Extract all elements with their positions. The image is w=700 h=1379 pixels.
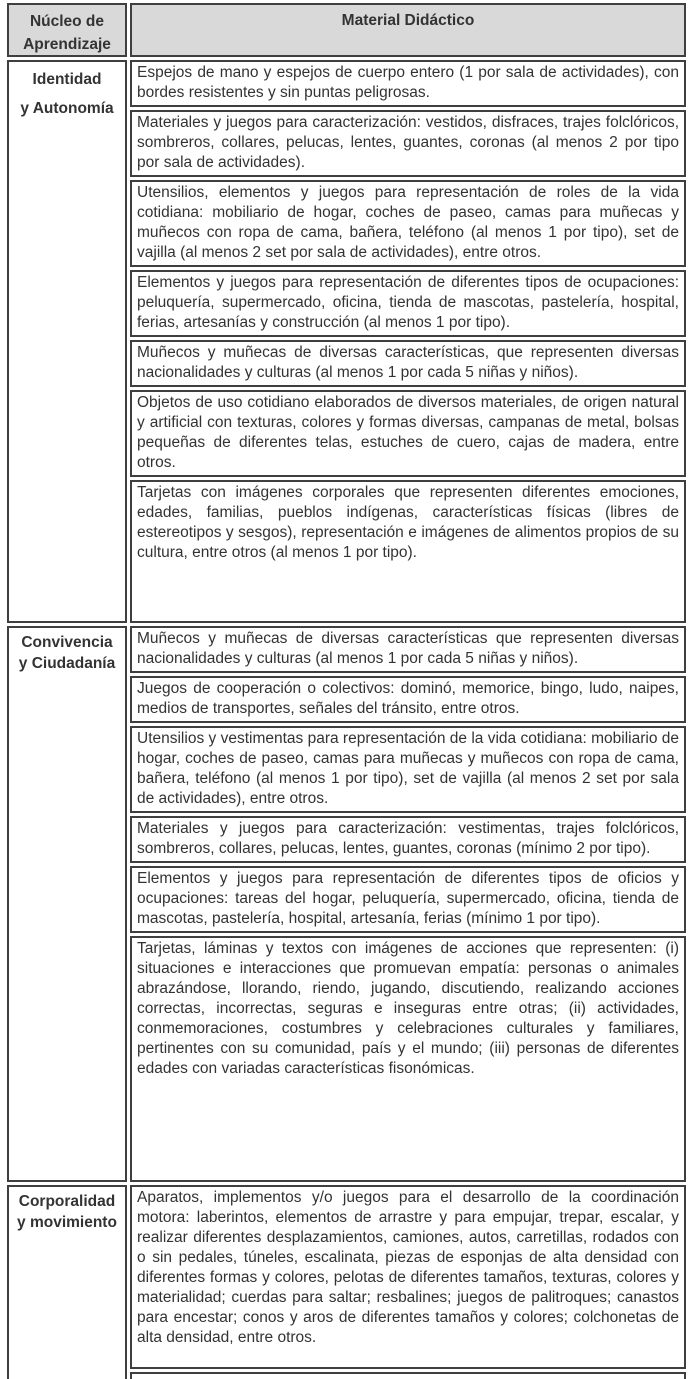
material-items-convivencia [130, 626, 686, 1182]
material-item: Tarjetas, láminas y textos con imágenes de acciones que representen: (i) situaciones e interacciones que promuevan empatía: personas o animales abrazándose, llorando, riendo, jugando, discutiendo, realizando acciones correctas, incorrectas, seguras e inseguras entre otras; (ii) actividades, conmemoraciones, costumbres y celebraciones culturales y familiares, pertinentes con su comunidad, país y el mundo; (iii) personas de diferentes edades con variadas características fisonómicas. [130, 936, 686, 1182]
header-col1-line2: Aprendizaje [23, 36, 111, 53]
truncated-next-row [130, 1372, 686, 1379]
material-item: Muñecos y muñecas de diversas características, que representen diversas nacionalidades y culturas (al menos 1 por cada 5 niñas y niños). [130, 340, 686, 387]
material-item: Elementos y juegos para representación de diferentes tipos de ocupaciones: peluquería, supermercado, oficina, tienda de mascotas, pastelería, hospital, ferias, artesanías y construcción (al menos 1 por tipo). [130, 270, 686, 337]
section-label-line2: y movimiento [17, 1214, 117, 1231]
section-label-line2: y Ciudadanía [18, 655, 116, 672]
header-col1-line1: Núcleo de [29, 13, 105, 30]
material-items-corporalidad [130, 1185, 686, 1379]
material-item: Muñecos y muñecas de diversas características que representen diversas nacionalidades y culturas (al menos 1 por cada 5 niñas y niños). [130, 626, 686, 673]
table-header-row [7, 3, 686, 57]
section-label-line2: y Autonomía [20, 100, 114, 117]
section-label-corporalidad-movimiento [7, 1185, 127, 1379]
section-corporalidad-movimiento [7, 1185, 686, 1379]
material-item: Elementos y juegos para representación de diferentes tipos de oficios y ocupaciones: tareas del hogar, peluquería, supermercado, oficina, tienda de mascotas, pastelería, hospital, artesanía, ferias (mínimo 1 por tipo). [130, 866, 686, 933]
material-item: Materiales y juegos para caracterización: vestimentas, trajes folclóricos, sombreros, collares, pelucas, lentes, guantes, coronas (mínimo 2 por tipo). [130, 816, 686, 863]
material-item: Juegos de cooperación o colectivos: dominó, memorice, bingo, ludo, naipes, medios de transportes, señales del tránsito, entre otros. [130, 676, 686, 723]
material-item: Utensilios, elementos y juegos para representación de roles de la vida cotidiana: mobiliario de hogar, coches de paseo, camas para muñecas y muñecos con ropa de cama, bañera, teléfono (al menos 1 por tipo), set de vajilla (al menos 2 set por sala de actividades), entre otros. [130, 180, 686, 267]
header-col2-label: Material Didáctico [341, 12, 475, 29]
material-item: Objetos de uso cotidiano elaborados de diversos materiales, de origen natural y artificial con texturas, colores y formas diversas, campanas de metal, bolsas pequeñas de diferentes telas, estuches de cuero, cajas de madera, entre otros. [130, 390, 686, 477]
materials-table [7, 3, 686, 1379]
material-item: Materiales y juegos para caracterización: vestidos, disfraces, trajes folclóricos, sombreros, collares, pelucas, lentes, guantes, coronas (al menos 2 por tipo por sala de actividades). [130, 110, 686, 177]
section-convivencia-ciudadania [7, 626, 686, 1182]
material-item: Utensilios y vestimentas para representación de la vida cotidiana: mobiliario de hogar, coches de paseo, camas para muñecas y muñecos con ropa de cama, bañera, teléfono (al menos 1 por tipo), set de vajilla (al menos 2 set por sala de actividades), entre otros. [130, 726, 686, 813]
section-label-identidad-autonomia [7, 60, 127, 623]
section-label-line1: Convivencia [21, 634, 113, 651]
material-items-identidad [130, 60, 686, 623]
material-item: Espejos de mano y espejos de cuerpo entero (1 por sala de actividades), con bordes resistentes y sin puntas peligrosas. [130, 60, 686, 107]
material-item: Tarjetas con imágenes corporales que representen diferentes emociones, edades, familias, pueblos indígenas, características físicas (libres de estereotipos y sesgos), representación e imágenes de alimentos propios de su cultura, entre otros (al menos 1 por tipo). [130, 480, 686, 623]
section-label-convivencia-ciudadania [7, 626, 127, 1182]
section-identidad-autonomia [7, 60, 686, 623]
section-label-line1: Corporalidad [18, 1193, 116, 1210]
header-material-didactico [130, 3, 686, 57]
header-nucleo-aprendizaje [7, 3, 127, 57]
material-item: Aparatos, implementos y/o juegos para el desarrollo de la coordinación motora: laberintos, elementos de arrastre y para empujar, trepar, escalar, y realizar diferentes desplazamientos, camiones, autos, carretillas, rodados con o sin pedales, túneles, escalinata, piezas de esponjas de alta densidad con diferentes formas y colores, pelotas de diferentes tamaños, texturas, colores y materialidad; cuerdas para saltar; resbalines; juegos de palitroques; canastos para encestar; conos y aros de diferentes tamaños y colores; colchonetas de alta densidad, entre otros. [130, 1185, 686, 1369]
section-label-line1: Identidad [32, 71, 102, 88]
